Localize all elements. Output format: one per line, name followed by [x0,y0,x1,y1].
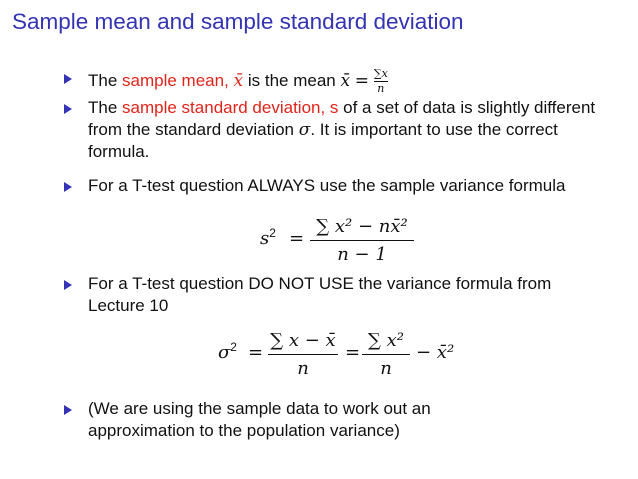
bullet-1-middle: is the mean [243,70,341,90]
bullet-2-prefix: The [88,98,123,117]
sigma2-formula-numerator-2: ∑ x² [368,330,404,351]
bullet-1-prefix: The [88,70,123,90]
mean-formula-numerator: ∑x [373,67,388,80]
bullet-5: (We are using the sample data to work out an approximation to the population variance) [88,399,431,440]
bullet-1-xbar-symbol: x̄ [233,70,244,91]
bullet-2-end: . It is important to use the correct formula. [88,120,558,161]
slide-title: Sample mean and sample standard deviation [12,9,464,34]
bullet-2-sigma: σ [298,120,311,140]
sigma2-formula-fraction-1 [268,330,338,379]
bullet-marker [64,74,72,84]
s2-formula-fraction [310,216,414,265]
sigma2-formula-tail: − x̄² [416,342,455,363]
s2-formula-numerator: ∑ x² − nx̄² [316,216,408,237]
bullet-4: For a T-test question DO NOT USE the variance formula from Lecture 10 [88,274,552,315]
sigma2-formula-numerator-1: ∑ x − x̄ [270,330,336,351]
s2-formula-equals: = [289,228,305,249]
sigma2-formula-equals-2: = [345,342,361,363]
sigma2-formula-equals-1: = [248,342,264,363]
bullet-1-highlight: sample mean, [122,70,229,90]
bullet-1 [88,68,608,95]
bullet-2-body: of a set of data is slightly different from the standard deviation [88,98,596,139]
sigma2-formula-lhs: $\sigma^2$ [218,340,237,363]
sigma2-formula-denominator-1: n [297,358,309,380]
s2-formula-lhs: $s^2$ [260,226,276,249]
mean-formula-lhs: x̄ [340,70,351,91]
bullet-marker [64,405,72,415]
bullet-3: For a T-test question ALWAYS use the sample variance formula [88,176,566,195]
sigma2-formula-fraction-2 [362,330,410,379]
mean-formula-fraction [374,68,388,95]
s2-formula-denominator: n − 1 [337,244,387,266]
mean-formula-denominator: n [377,82,385,95]
bullet-marker [64,182,72,192]
bullet-2 [88,97,608,163]
bullet-marker [64,280,72,290]
bullet-2-highlight: sample standard deviation, s [122,98,339,117]
bullet-marker [64,104,72,114]
mean-formula-equals: = [354,70,370,91]
sigma2-formula-denominator-2: n [380,358,392,380]
